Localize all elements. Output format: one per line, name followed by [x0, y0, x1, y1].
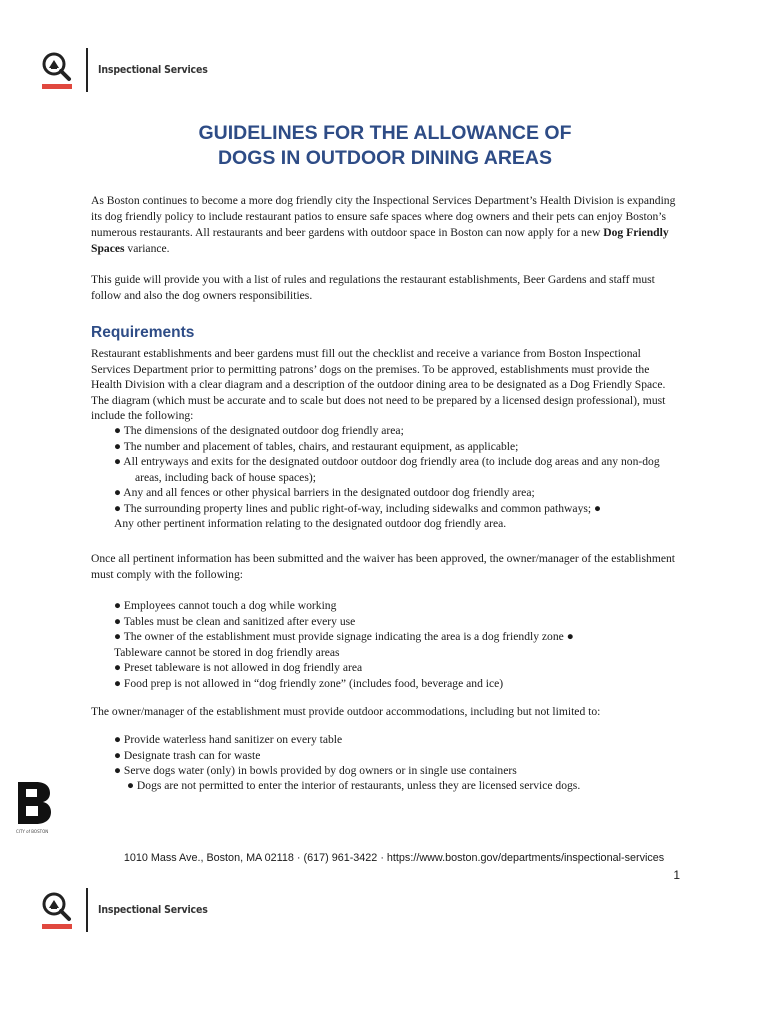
- page-number: 1: [673, 868, 680, 882]
- logo-divider: [86, 48, 88, 92]
- footer-contact: 1010 Mass Ave., Boston, MA 02118 · (617) 961-3422 · https://www.boston.gov/departments/inspectional-services: [123, 852, 665, 864]
- requirements-paragraph: Restaurant establishments and beer gardens must fill out the checklist and receive a variance from Boston Inspectional Services Department prior to permitting patrons’ dogs on the premises. To be approved, establishments must provide the Health Division with a clear diagram and a description of the outdoor dining area to be designated as a Dog Friendly Space. The diagram (which must be accurate and to scale but does not need to be prepared by a licensed design professional), must include the following:: [91, 347, 666, 422]
- list-item: Tableware cannot be stored in dog friendly areas: [114, 645, 340, 659]
- magnifier-icon: [40, 890, 74, 930]
- list-item: ● Dogs are not permitted to enter the interior of restaurants, unless they are licensed service dogs.: [127, 779, 581, 792]
- list-item: ● Provide waterless hand sanitizer on every table: [114, 733, 343, 746]
- accommodations-sublist: [127, 778, 580, 794]
- list-item: Any other pertinent information relating to the designated outdoor dog friendly area.: [114, 517, 507, 530]
- compliance-list: [114, 598, 684, 691]
- intro-paragraph-1: [91, 193, 681, 257]
- list-item: ● Serve dogs water (only) in bowls provided by dog owners or in single use containers: [114, 764, 517, 777]
- logo-text: Inspectional Services: [98, 64, 208, 76]
- list-item: ● The owner of the establishment must provide signage indicating the area is a dog friendly zone ●: [114, 630, 574, 643]
- diagram-requirements-list: [114, 423, 684, 532]
- city-of-boston-logo: [16, 780, 52, 831]
- compliance-intro: Once all pertinent information has been submitted and the waiver has been approved, the owner/manager of the establishment must comply with the following:: [91, 552, 676, 581]
- document-title: [0, 121, 770, 171]
- list-item: ● The surrounding property lines and public right-of-way, including sidewalks and common pathways; ●: [114, 501, 601, 515]
- city-caption: CITY of BOSTON: [16, 829, 49, 834]
- logo-divider: [86, 888, 88, 932]
- requirements-heading: Requirements: [91, 324, 195, 341]
- list-item: ● All entryways and exits for the designated outdoor outdoor dog friendly area (to include dog areas and any non-dog areas, including back of house spaces);: [114, 455, 660, 484]
- list-item: ● Food prep is not allowed in “dog friendly zone” (includes food, beverage and ice): [114, 676, 504, 690]
- list-item: ● Preset tableware is not allowed in dog friendly area: [114, 661, 363, 674]
- header-logo: [40, 48, 220, 92]
- list-item: ● The number and placement of tables, chairs, and restaurant equipment, as applicable;: [114, 439, 519, 453]
- intro-paragraph-2: This guide will provide you with a list of rules and regulations the restaurant establishments, Beer Gardens and staff must follow and also the dog owners responsibilities.: [91, 273, 655, 302]
- list-item: ● Designate trash can for waste: [114, 748, 261, 762]
- magnifier-icon: [40, 50, 74, 90]
- intro-text: As Boston continues to become a more dog friendly city the Inspectional Services Department’s Health Division is expanding its dog friendly policy to include restaurant patios to ensure safe spaces where dog owners and their pets can enjoy Boston’s numerous restaurants. All restaurants and beer gardens with outdoor space in Boston can now apply for a new: [91, 194, 676, 239]
- title-line-2: DOGS IN OUTDOOR DINING AREAS: [217, 147, 553, 169]
- list-item: ● Tables must be clean and sanitized after every use: [114, 614, 356, 628]
- intro-text-end: variance.: [124, 242, 170, 255]
- next-page-header-logo: [40, 888, 220, 932]
- logo-text: Inspectional Services: [98, 904, 208, 916]
- list-item: ● Employees cannot touch a dog while working: [114, 599, 337, 612]
- accommodations-list: [114, 732, 684, 779]
- list-item: ● The dimensions of the designated outdoor dog friendly area;: [114, 424, 404, 437]
- accommodations-intro: The owner/manager of the establishment must provide outdoor accommodations, including but not limited to:: [91, 705, 601, 718]
- title-line-1: GUIDELINES FOR THE ALLOWANCE OF: [198, 122, 572, 144]
- list-item: ● Any and all fences or other physical barriers in the designated outdoor dog friendly area;: [114, 486, 535, 499]
- dog-friendly-spaces-term: Dog Friendly Spaces: [91, 226, 669, 255]
